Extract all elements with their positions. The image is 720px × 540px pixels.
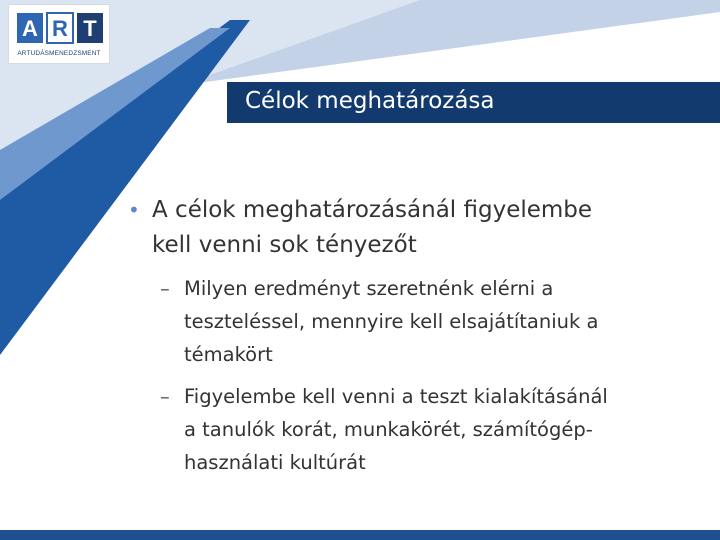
bottom-accent-bar [0, 530, 720, 540]
logo-caption: ARTUDÁSMENEDZSMENT [17, 50, 101, 57]
main-bullet [128, 193, 688, 263]
logo-letter-a: A [22, 16, 38, 41]
logo-mark [15, 11, 105, 45]
logo-letter-r: R [52, 16, 68, 41]
logo-letter-t: T [83, 16, 97, 41]
sub-bullet-line: Milyen eredményt szeretnénk elérni a [184, 277, 554, 300]
sub-bullet-line: teszteléssel, mennyire kell elsajátítaniuk a [184, 310, 599, 333]
dash-marker: – [160, 277, 170, 300]
main-bullet-line: A célok meghatározásánál figyelembe [152, 197, 593, 223]
title-bar [227, 82, 720, 123]
sub-bullet-line: témakört [184, 343, 273, 366]
sub-bullet-line: használati kultúrát [184, 451, 366, 474]
company-logo [8, 4, 110, 64]
slide-content [128, 193, 688, 488]
main-bullet-line: kell venni sok tényezőt [152, 232, 417, 258]
sub-bullet [160, 272, 688, 371]
dash-marker: – [160, 385, 170, 408]
slide-title: Célok meghatározása [245, 88, 495, 114]
sub-bullet-list [160, 272, 688, 479]
sub-bullet [160, 380, 688, 479]
sub-bullet-line: Figyelembe kell venni a teszt kialakításánál [184, 385, 608, 408]
sub-bullet-line: a tanulók korát, munkakörét, számítógép- [184, 418, 593, 441]
bullet-marker: • [128, 198, 140, 222]
